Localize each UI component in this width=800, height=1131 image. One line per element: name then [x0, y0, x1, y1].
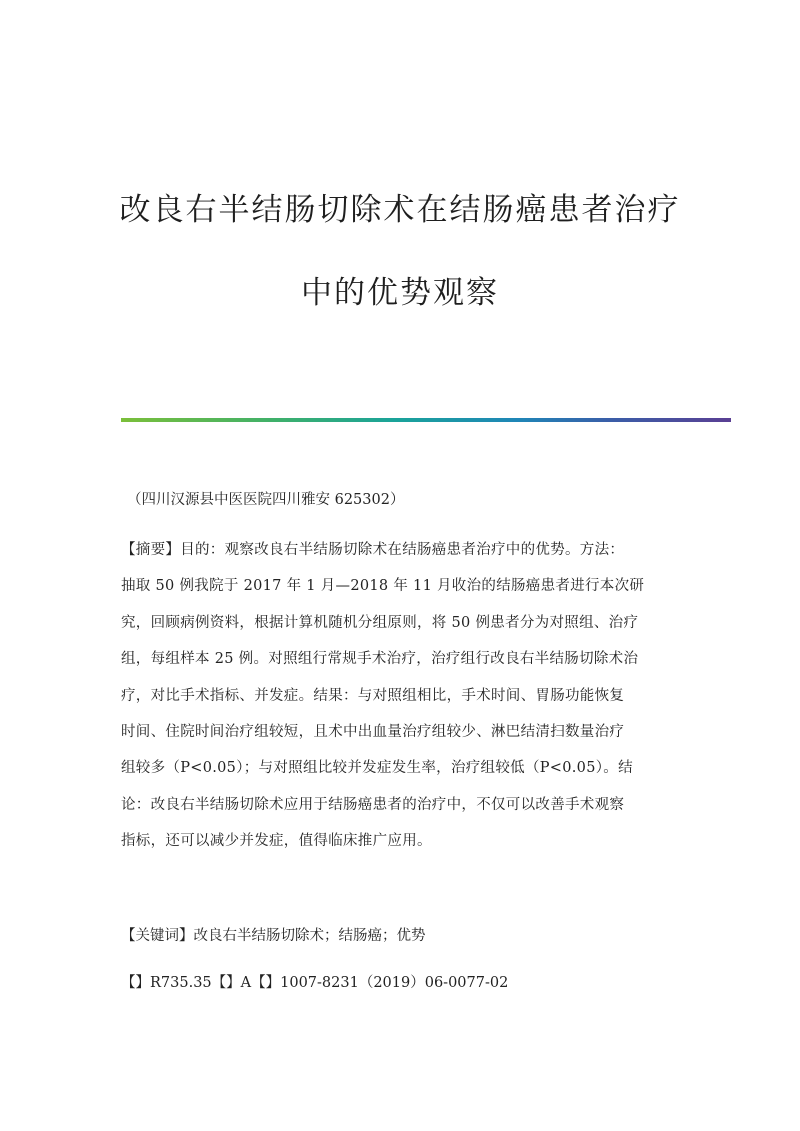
abstract-line: 时间、住院时间治疗组较短，且术中出血量治疗组较少、淋巴结清扫数量治疗	[121, 723, 625, 740]
abstract	[121, 539, 681, 867]
keywords: 【关键词】改良右半结肠切除术；结肠癌；优势	[121, 928, 426, 944]
abstract-line: 指标，还可以减少并发症，值得临床推广应用。	[121, 833, 432, 850]
abstract-line: 【摘要】目的：观察改良右半结肠切除术在结肠癌患者治疗中的优势。方法：	[121, 542, 625, 558]
classification-codes: 【】R735.35【】A【】1007-8231（2019）06-0077-02	[121, 975, 509, 991]
paper-title-line-1: 改良右半结肠切除术在结肠癌患者治疗	[119, 192, 681, 228]
author-affiliation: （四川汉源县中医医院四川雅安 625302）	[127, 492, 405, 508]
abstract-line: 疗，对比手术指标、并发症。结果：与对照组相比，手术时间、胃肠功能恢复	[121, 687, 625, 704]
paper-title-line-2: 中的优势观察	[301, 275, 499, 311]
abstract-line: 组较多（P<0.05）；与对照组比较并发症发生率，治疗组较低（P<0.05）。结	[121, 760, 633, 777]
abstract-line: 论：改良右半结肠切除术应用于结肠癌患者的治疗中，不仅可以改善手术观察	[121, 796, 625, 813]
title-divider	[121, 418, 731, 422]
abstract-line: 究，回顾病例资料，根据计算机随机分组原则，将 50 例患者分为对照组、治疗	[121, 614, 639, 631]
abstract-line: 组，每组样本 25 例。对照组行常规手术治疗，治疗组行改良右半结肠切除术治	[121, 651, 639, 668]
abstract-line: 抽取 50 例我院于 2017 年 1 月—2018 年 11 月收治的结肠癌患者进行本次研	[121, 578, 645, 595]
